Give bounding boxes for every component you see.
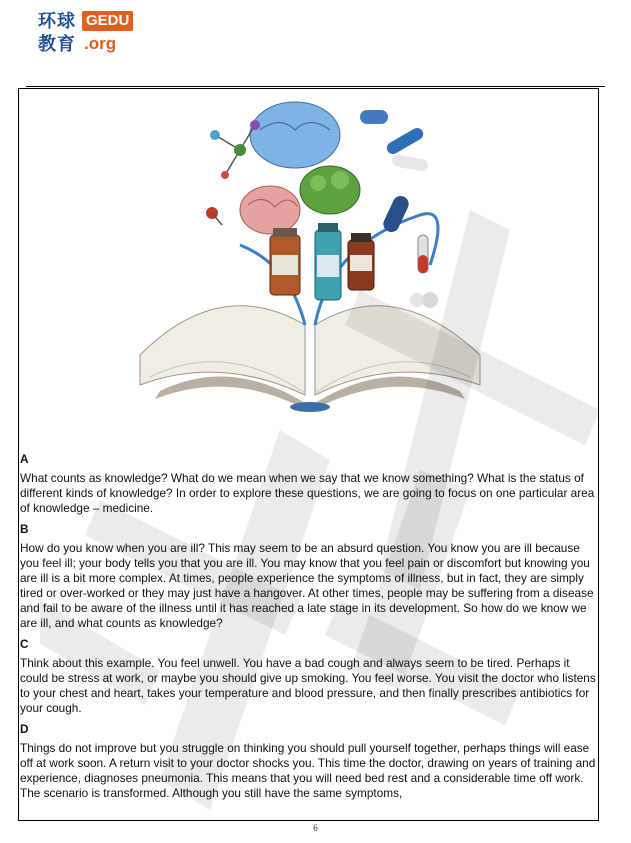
section-paragraph: What counts as knowledge? What do we mean when we say that we know something? What is the status of different kinds of knowledge? In order to explore these questions, we are going to focus on one particular area of knowledge – medicine. bbox=[20, 471, 595, 515]
document-body bbox=[20, 452, 598, 807]
section-paragraph: Think about this example. You feel unwell. You have a bad cough and always seem to be tired. Perhaps it could be stress at work, or maybe you should give up smoking. You feel worse. You visit the doctor who listens to your chest and heart, takes your temperature and blood pressure, and then finally prescribes antibiotics for your cough. bbox=[20, 656, 596, 715]
section-d bbox=[20, 722, 598, 801]
section-paragraph: Things do not improve but you struggle on thinking you should pull yourself together, perhaps things will ease off at work soon. A return visit to your doctor shocks you. This time the doctor, drawing on years of training and experience, diagnoses pneumonia. This means that you will need bed rest and a considerable time off work. The scenario is transformed. Although you still have the same symptoms, bbox=[20, 741, 596, 800]
logo-org: .org bbox=[84, 34, 117, 53]
section-a bbox=[20, 452, 598, 516]
logo-cn-line2: 教育 bbox=[38, 34, 76, 54]
section-letter: B bbox=[20, 522, 29, 536]
section-b bbox=[20, 522, 598, 631]
section-c bbox=[20, 637, 598, 716]
section-letter: D bbox=[20, 722, 29, 736]
top-rule bbox=[26, 86, 605, 87]
gedu-logo bbox=[38, 9, 158, 59]
bottom-rule bbox=[18, 820, 598, 821]
section-paragraph: How do you know when you are ill? This may seem to be an absurd question. You know you are ill because you feel ill; your body tells you that you are ill. You may know that you feel pain or discomfort but knowing you are ill is a bit more complex. At times, people experience the symptoms of illness, but in fact, they are simply tired or over-worked or they may just have a hangover. At other times, people may be suffering from a disease and fail to be aware of the illness until it has reached a late stage in its development. So how do we know we are ill, and what counts as knowledge? bbox=[20, 541, 594, 630]
test-tube-icon bbox=[418, 235, 428, 273]
logo-cn-line1: 环球 bbox=[38, 11, 76, 31]
section-letter: A bbox=[20, 452, 29, 466]
medical-knowledge-illustration bbox=[130, 95, 490, 415]
medicine-bottle-icon bbox=[270, 223, 374, 300]
section-letter: C bbox=[20, 637, 29, 651]
book-icon bbox=[140, 306, 480, 412]
logo-gedu: GEDU bbox=[82, 11, 133, 31]
page-number: 6 bbox=[313, 823, 318, 833]
